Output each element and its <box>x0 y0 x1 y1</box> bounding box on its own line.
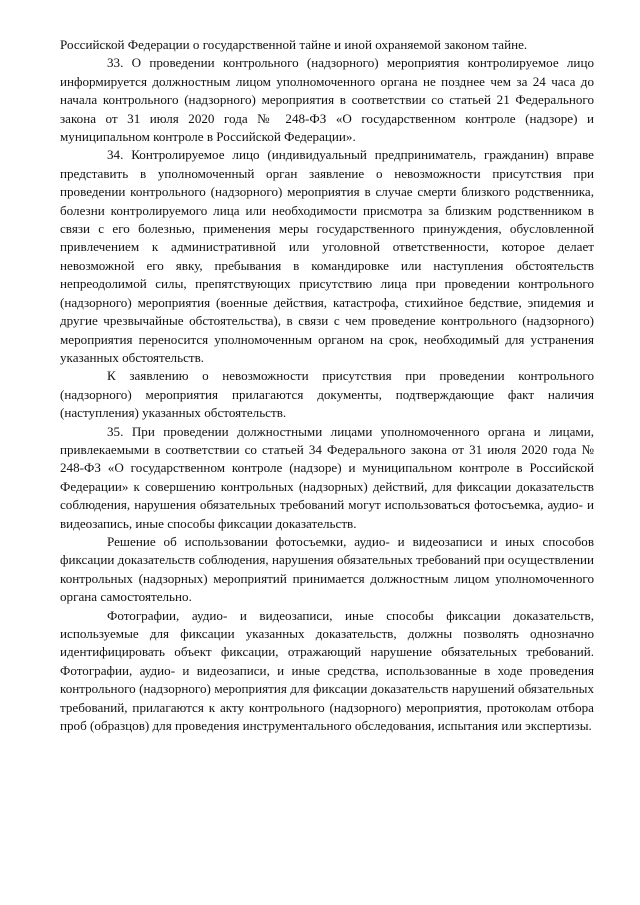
document-page <box>60 36 594 735</box>
paragraph-item-34: 34. Контролируемое лицо (индивидуальный предприниматель, гражданин) вправе представить в уполномоченный орган заявление о невозможности присутствия при проведении контрольного (надзорного) мероприятия в случае смерти близкого родственника, болезни контролируемого лица или необходимости присмотра за близким родственником в связи с его болезнью, применения меры государственного принуждения, обусловленной привлечением к административной или уголовной ответственности, которое делает невозможной его явку, пребывания в командировке или наступления обстоятельств непреодолимой силы, препятствующих присутствию лица при проведении контрольного (надзорного) мероприятия (военные действия, катастрофа, стихийное бедствие, эпидемия и другие чрезвычайные обстоятельства), в связи с чем проведение контрольного (надзорного) мероприятия переносится уполномоченным органом на срок, необходимый для устранения указанных обстоятельств. <box>60 147 594 365</box>
paragraph-item-35-evidence: Фотографии, аудио- и видеозаписи, иные способы фиксации доказательств, используемые для фиксации указанных доказательств, должны позволять однозначно идентифицировать объект фиксации, отражающий нарушение обязательных требований. Фотографии, аудио- и видеозаписи, и иные средства, использованные в ходе проведения контрольного (надзорного) мероприятия для фиксации доказательств нарушений обязательных требований, прилагаются к акту контрольного (надзорного) мероприятия, протоколам отбора проб (образцов) для проведения инструментального обследования, испытания или экспертизы. <box>60 607 594 734</box>
paragraph-continuation: Российской Федерации о государственной тайне и иной охраняемой законом тайне. <box>60 37 528 52</box>
paragraph-item-35: 35. При проведении должностными лицами уполномоченного органа и лицами, привлекаемыми в соответствии со статьей 34 Федерального закона от 31 июля 2020 года № 248-ФЗ «О государственном контроле (надзоре) и муниципальном контроле в Российской Федерации» к совершению контрольных (надзорных) действий, для фиксации доказательств соблюдения, нарушения обязательных требований могут использоваться фотосъемка, аудио- и видеозапись, иные способы фиксации доказательств. <box>60 423 594 531</box>
paragraph-item-35-decision: Решение об использовании фотосъемки, аудио- и видеозаписи и иных способов фиксации доказательств соблюдения, нарушения обязательных требований при осуществлении контрольных (надзорных) мероприятий принимается должностным лицом уполномоченного органа самостоятельно. <box>60 533 594 605</box>
paragraph-item-34-attachments: К заявлению о невозможности присутствия при проведении контрольного (надзорного) мероприятия прилагаются документы, подтверждающие факт наличия (наступления) указанных обстоятельств. <box>60 368 594 421</box>
paragraph-item-33: 33. О проведении контрольного (надзорного) мероприятия контролируемое лицо информируется должностным лицом уполномоченного органа не позднее чем за 24 часа до начала контрольного (надзорного) мероприятия в соответствии со статьей 21 Федерального закона от 31 июля 2020 года № 248-ФЗ «О государственном контроле (надзоре) и муниципальном контроле в Российской Федерации». <box>60 55 594 145</box>
